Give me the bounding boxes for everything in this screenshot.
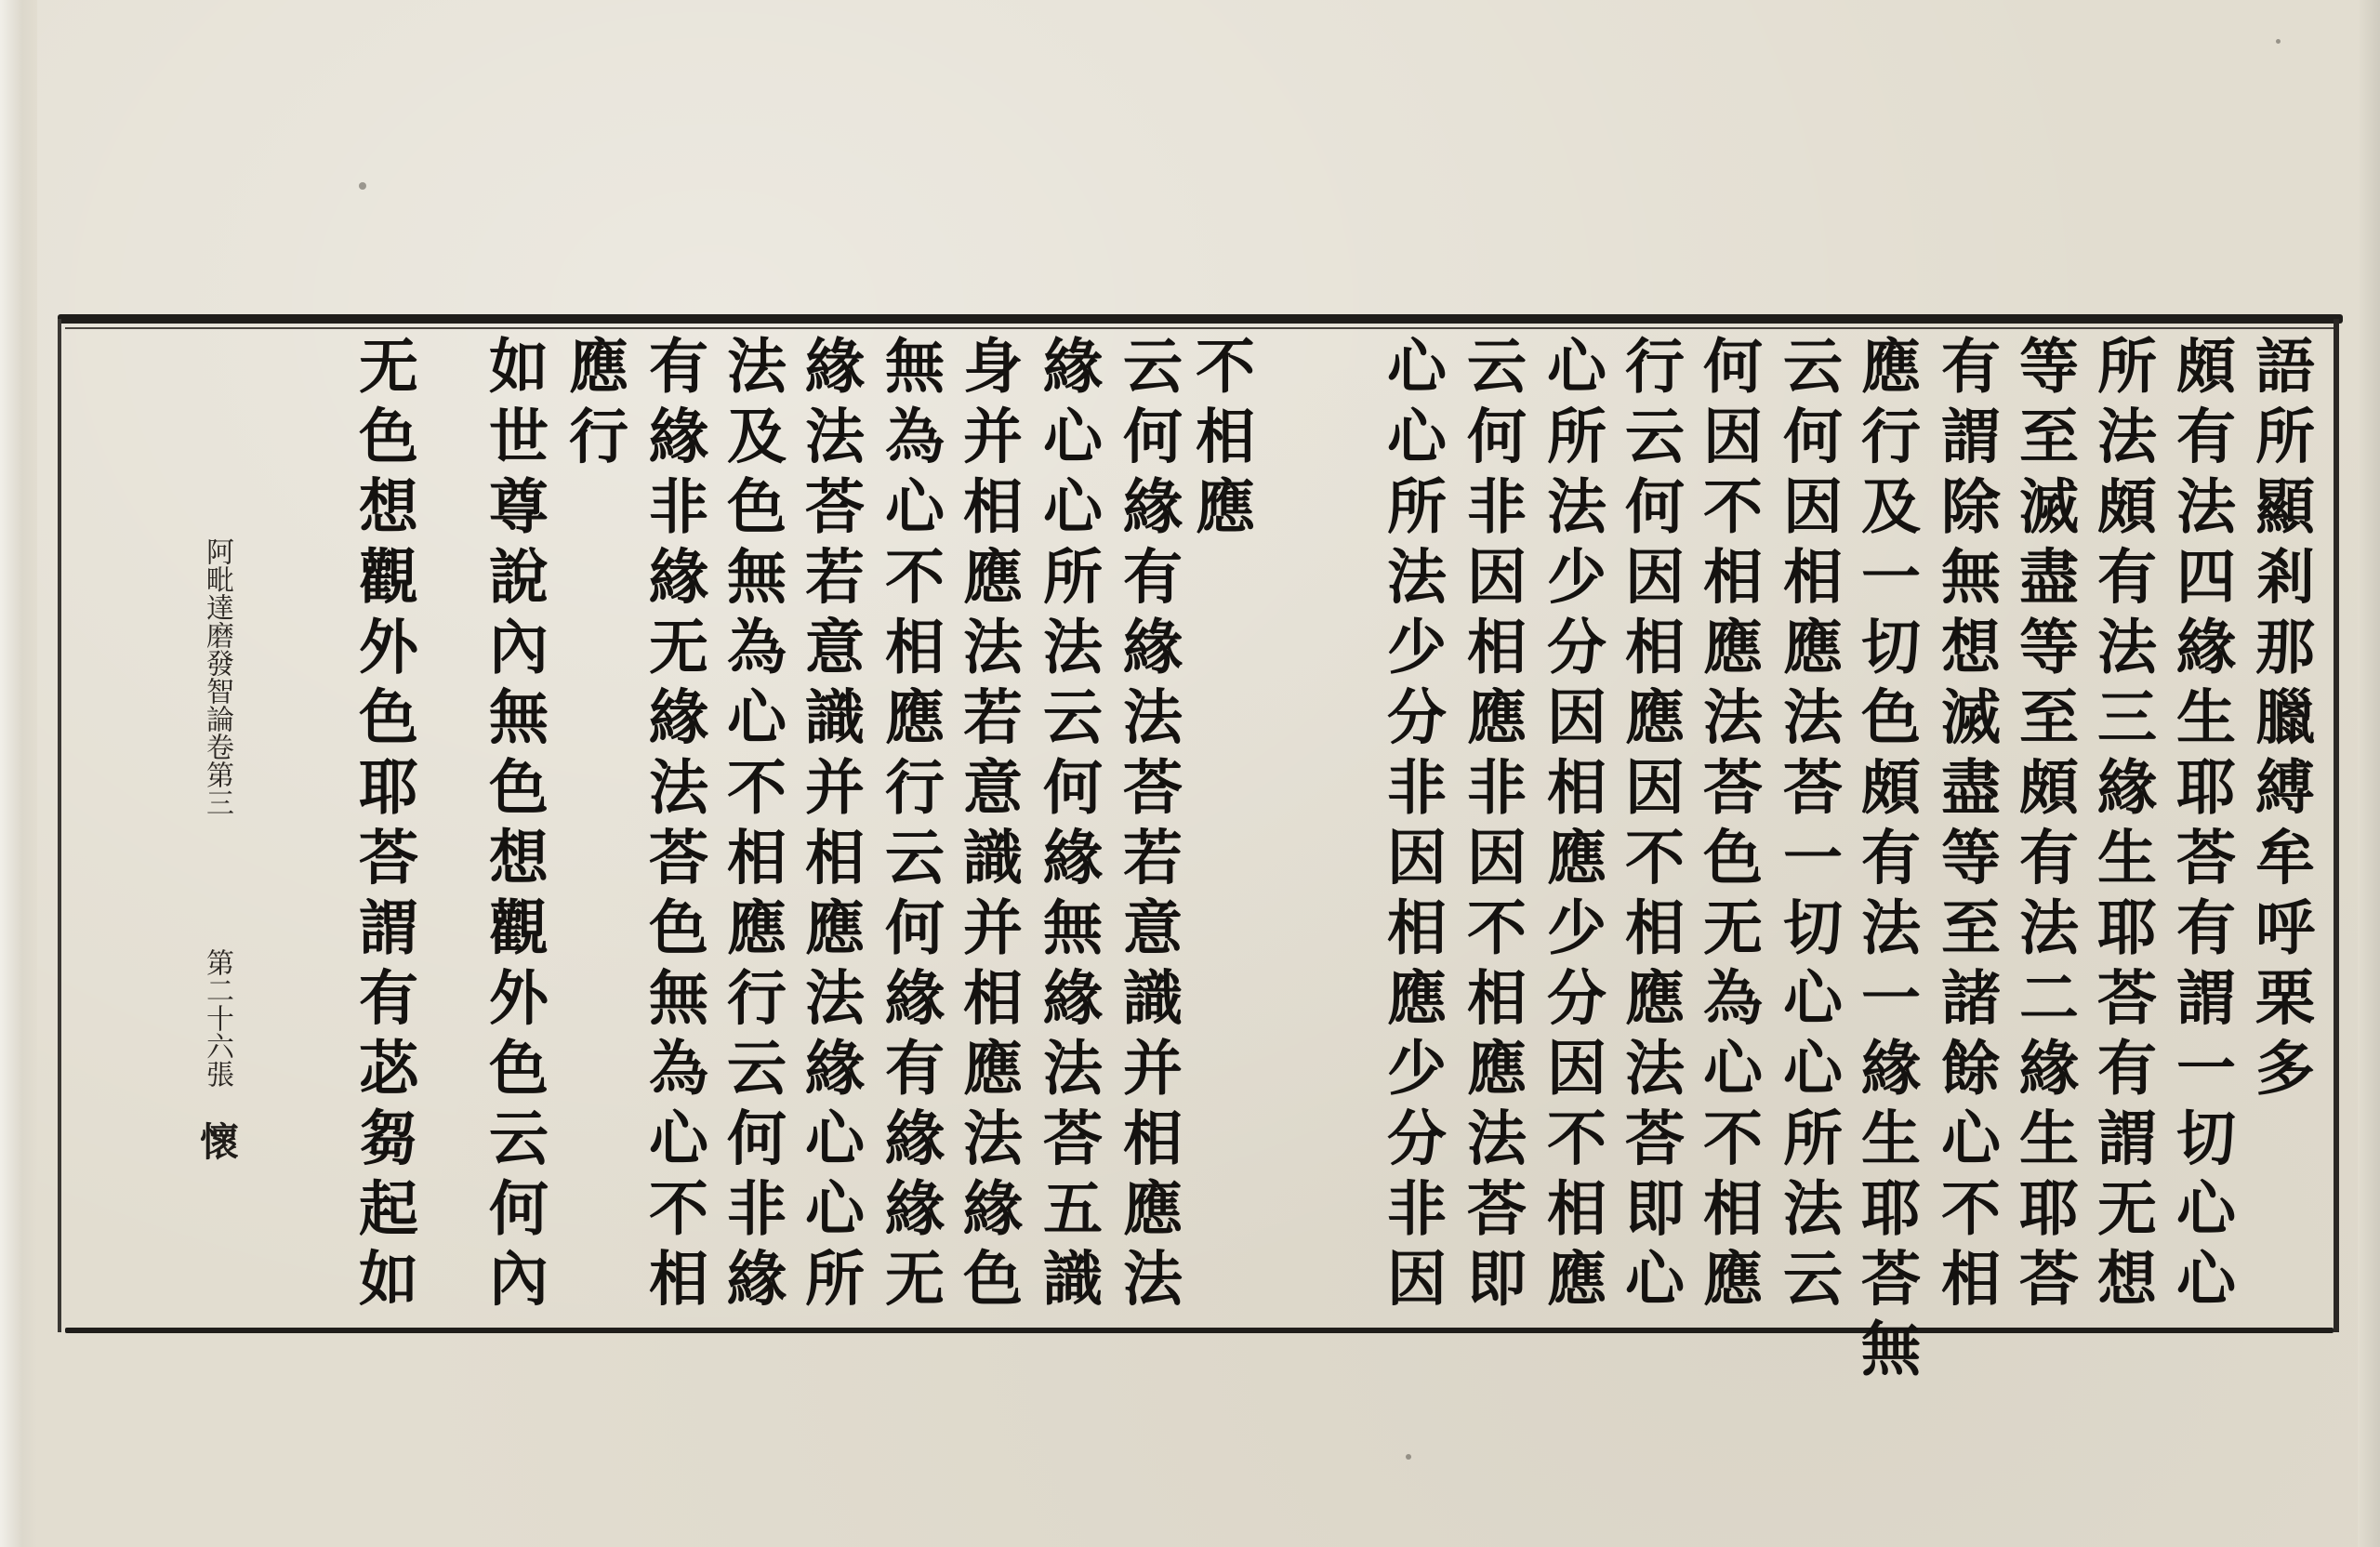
text-column: 心心所法少分非因相應少分非因 — [1377, 335, 1447, 1317]
right-fold-shadow — [2358, 0, 2380, 1547]
colophon-mark: 懷 — [194, 1121, 240, 1160]
text-column: 无色想觀外色耶荅謂有苾芻起如 — [349, 335, 418, 1317]
text-column: 云何緣有緣法荅若意識并相應法 — [1113, 335, 1183, 1317]
text-column: 頗有法四緣生耶荅有謂一切心心 — [2166, 335, 2236, 1317]
text-column: 有緣非緣无緣法荅色無為心不相 — [639, 335, 708, 1317]
text-column: 行云何因相應因不相應法荅即心 — [1615, 335, 1685, 1317]
frame-bottom-border — [65, 1328, 2334, 1333]
frame-left-border — [58, 319, 61, 1332]
text-column: 應行 — [559, 335, 628, 475]
frame-right-border — [2334, 319, 2339, 1332]
text-column: 不相應 — [1185, 335, 1255, 546]
text-column: 有謂除無想滅盡等至諸餘心不相 — [1931, 335, 2001, 1317]
text-column: 等至滅盡等至頗有法二緣生耶荅 — [2009, 335, 2079, 1317]
text-column: 無為心不相應行云何緣有緣緣无 — [875, 335, 945, 1317]
colophon-page-number: 第二十六張 — [201, 948, 233, 1088]
text-column: 語所顯剎那臘縛牟呼栗多 — [2245, 335, 2315, 1107]
text-column: 身并相應法若意識并相應法緣色 — [953, 335, 1023, 1317]
text-column: 何因不相應法荅色无為心不相應 — [1693, 335, 1763, 1317]
text-column: 心所法少分因相應少分因不相應 — [1537, 335, 1606, 1317]
text-column: 所法頗有法三緣生耶荅有謂无想 — [2087, 335, 2157, 1317]
paper-speck — [2276, 39, 2281, 44]
paper-speck — [1406, 1454, 1411, 1460]
frame-top-border — [58, 314, 2343, 324]
text-column: 法及色無為心不相應行云何非緣 — [717, 335, 787, 1317]
text-column: 云何非因相應非因不相應法荅即 — [1457, 335, 1527, 1317]
text-column: 云何因相應法荅一切心心所法云 — [1773, 335, 1843, 1317]
text-column: 應行及一切色頗有法一緣生耶荅無 — [1851, 335, 1921, 1388]
text-column: 如世尊說內無色想觀外色云何內 — [479, 335, 549, 1317]
text-column: 緣法荅若意識并相應法緣心心所 — [795, 335, 865, 1317]
frame-top-inner-line — [65, 327, 2335, 329]
paper-speck — [359, 182, 366, 190]
text-column: 緣心心所法云何緣無緣法荅五識 — [1033, 335, 1103, 1317]
left-fold-shadow — [0, 0, 37, 1547]
colophon-title: 阿毗達磨發智論卷第三 — [201, 537, 233, 816]
text-block — [74, 335, 2328, 1388]
